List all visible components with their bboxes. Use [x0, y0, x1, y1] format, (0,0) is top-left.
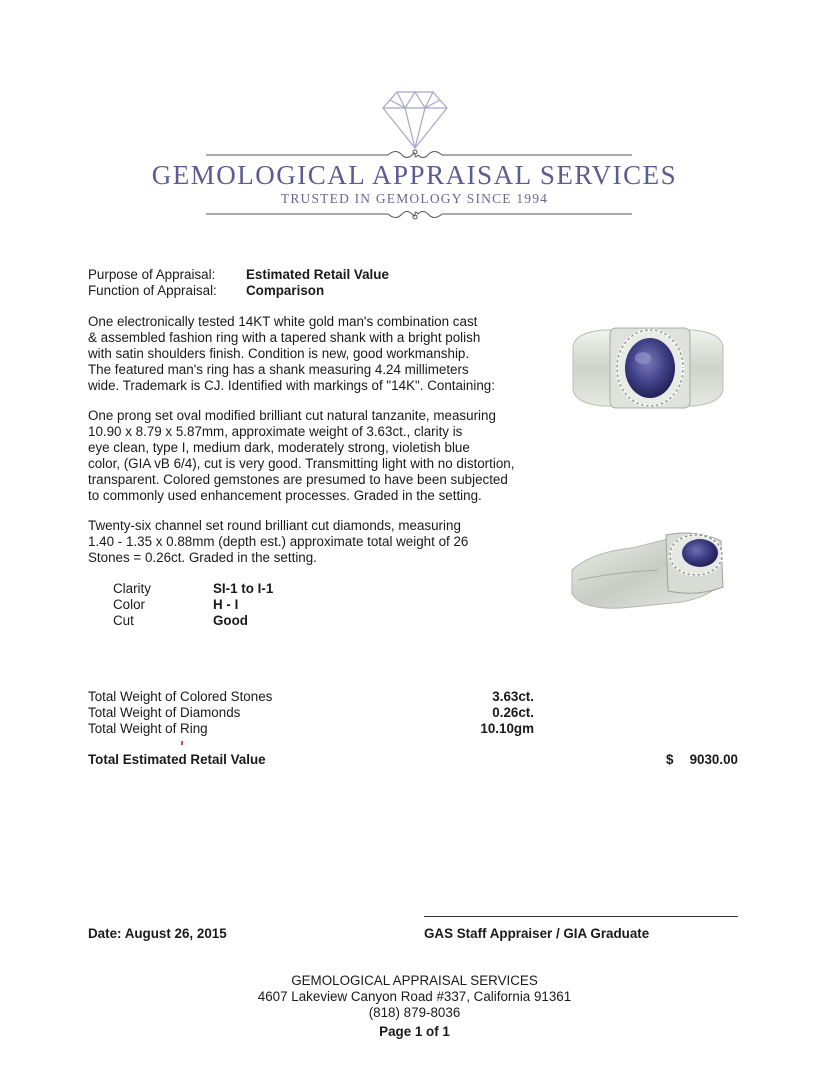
- total-value-colored-stones: 3.63ct.: [492, 689, 534, 704]
- appraiser-title: GAS Staff Appraiser / GIA Graduate: [424, 926, 650, 941]
- grade-value-clarity: SI-1 to I-1: [213, 581, 274, 596]
- stray-mark: [181, 741, 183, 745]
- diamond-icon: [383, 92, 447, 148]
- diamonds-line: 1.40 - 1.35 x 0.88mm (depth est.) approximate total weight of 26: [88, 533, 469, 549]
- total-value-ring: 10.10gm: [480, 721, 534, 736]
- company-name: GEMOLOGICAL APPRAISAL SERVICES: [151, 160, 678, 190]
- tanzanite-line: 10.90 x 8.79 x 5.87mm, approximate weight of 3.63ct., clarity is: [88, 423, 463, 439]
- retail-currency: $: [666, 752, 674, 767]
- function-value: Comparison: [246, 283, 325, 298]
- tanzanite-description: [88, 408, 548, 503]
- function-label: Function of Appraisal:: [88, 283, 217, 298]
- total-value-diamonds: 0.26ct.: [492, 705, 534, 720]
- purpose-value: Estimated Retail Value: [246, 267, 389, 282]
- diamonds-line: Stones = 0.26ct. Graded in the setting.: [88, 549, 317, 565]
- total-label-ring: Total Weight of Ring: [88, 721, 208, 736]
- grade-value-cut: Good: [213, 613, 248, 628]
- retail-value-amount: 9030.00: [689, 752, 738, 767]
- retail-value-label: Total Estimated Retail Value: [88, 752, 266, 767]
- footer-phone: (818) 879-8036: [368, 1005, 461, 1020]
- page-number: Page 1 of 1: [379, 1024, 450, 1039]
- ring-line: with satin shoulders finish. Condition is new, good workmanship.: [88, 345, 470, 361]
- footer-company: GEMOLOGICAL APPRAISAL SERVICES: [291, 973, 538, 988]
- ornament-bottom: [206, 212, 632, 220]
- footer-address: 4607 Lakeview Canyon Road #337, California 91361: [257, 989, 572, 1004]
- ring-line: wide. Trademark is CJ. Identified with markings of "14K". Containing:: [88, 377, 495, 393]
- ring-photo-side: [568, 525, 738, 620]
- ring-line: One electronically tested 14KT white gold man's combination cast: [88, 314, 478, 329]
- signature-line: [424, 916, 738, 917]
- company-tagline: TRUSTED IN GEMOLOGY SINCE 1994: [280, 191, 549, 206]
- diamonds-description: [88, 518, 548, 566]
- ring-line: The featured man's ring has a shank measuring 4.24 millimeters: [88, 361, 469, 377]
- appraisal-date: Date: August 26, 2015: [88, 926, 227, 941]
- ornament-top: [206, 150, 632, 158]
- grade-value-color: H - I: [213, 597, 239, 612]
- tanzanite-line: One prong set oval modified brilliant cut natural tanzanite, measuring: [88, 408, 496, 423]
- ring-line: & assembled fashion ring with a tapered shank with a bright polish: [88, 329, 481, 345]
- grade-label-color: Color: [113, 597, 145, 612]
- grade-label-clarity: Clarity: [113, 581, 151, 596]
- total-label-diamonds: Total Weight of Diamonds: [88, 705, 241, 720]
- tanzanite-line: eye clean, type I, medium dark, moderately strong, violetish blue: [88, 439, 470, 455]
- tanzanite-line: color, (GIA vB 6/4), cut is very good. Transmitting light with no distortion,: [88, 455, 515, 471]
- purpose-label: Purpose of Appraisal:: [88, 267, 216, 282]
- tanzanite-line: to commonly used enhancement processes. Graded in the setting.: [88, 487, 482, 503]
- tanzanite-line: transparent. Colored gemstones are presumed to have been subjected: [88, 471, 508, 487]
- ring-description: [88, 314, 548, 394]
- total-label-colored-stones: Total Weight of Colored Stones: [88, 689, 273, 704]
- diamonds-line: Twenty-six channel set round brilliant cut diamonds, measuring: [88, 518, 461, 533]
- ring-photo-top: [565, 318, 735, 418]
- grade-label-cut: Cut: [113, 613, 134, 628]
